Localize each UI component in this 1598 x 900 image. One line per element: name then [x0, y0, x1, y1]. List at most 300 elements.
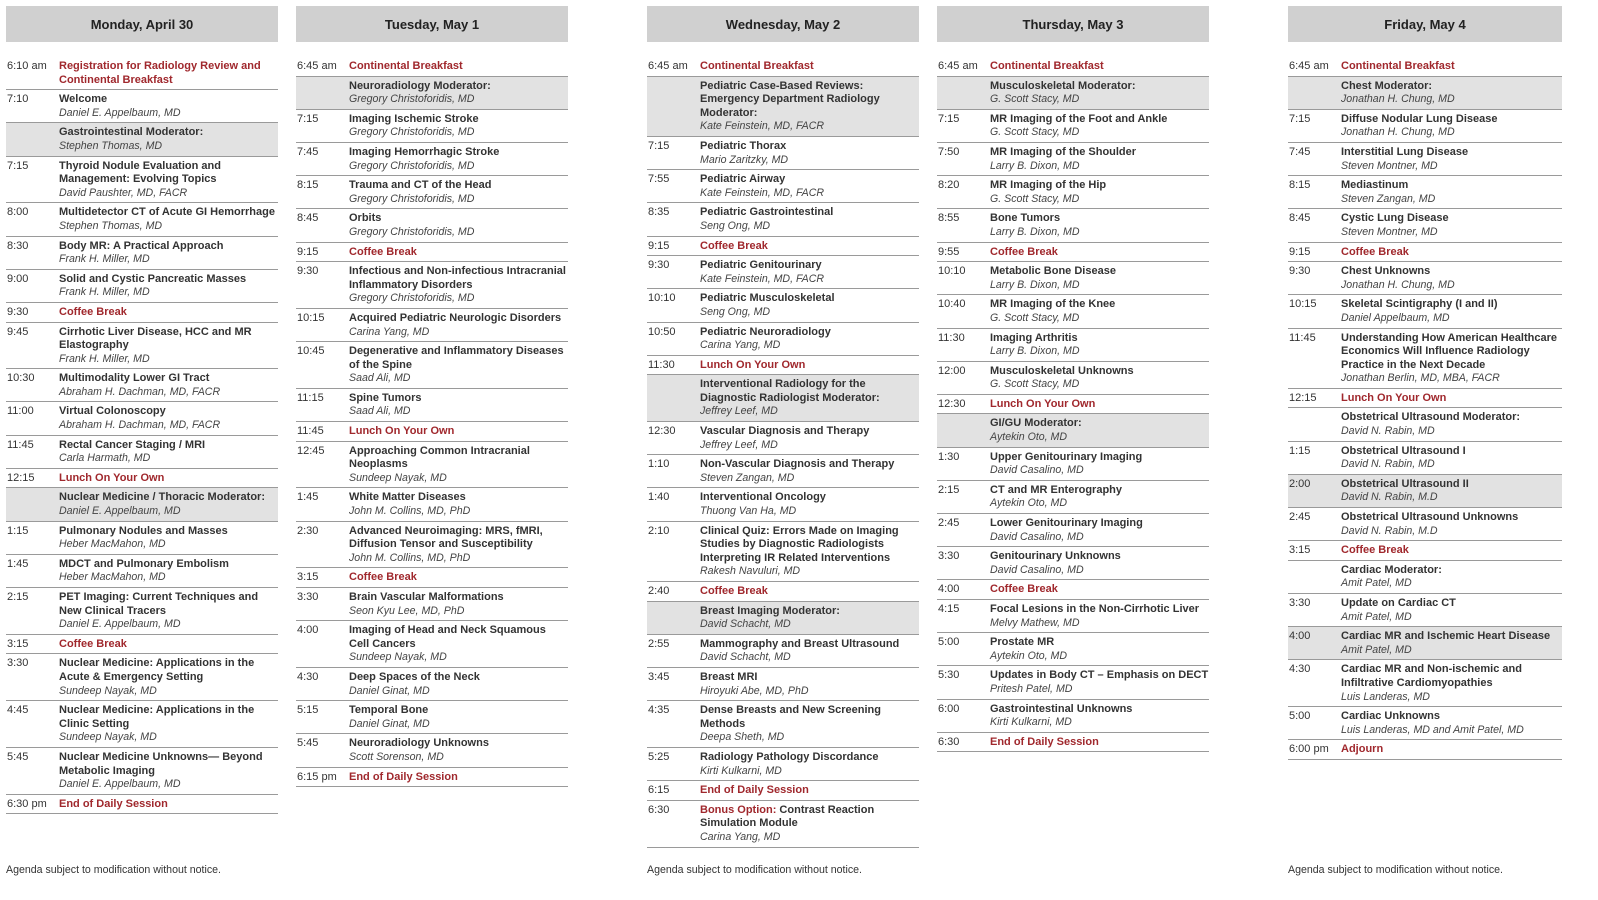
session-speaker: Daniel Ginat, MD: [349, 717, 430, 730]
session-row: [296, 442, 568, 489]
session-title-line: [1341, 710, 1562, 724]
session-title: Coffee Break: [349, 245, 417, 258]
session-title: Cardiac Unknowns: [1341, 710, 1441, 723]
session-title: Continental Breakfast: [700, 60, 814, 72]
session-title: Coffee Break: [700, 239, 768, 252]
session-time: [937, 80, 990, 107]
session-title-line: [990, 265, 1209, 279]
session-title-line: [990, 451, 1209, 465]
session-title: Breast Imaging Moderator:: [700, 604, 840, 617]
session-content: [990, 246, 1209, 260]
session-title-line: [59, 472, 278, 486]
session-content: [1341, 392, 1562, 406]
session-content: [1341, 146, 1562, 173]
session-time: 6:45 am: [1289, 60, 1329, 72]
session-title-line: [990, 517, 1209, 531]
session-content: [700, 173, 919, 200]
session-title-line: [990, 60, 1209, 74]
session-speaker: Steven Montner, MD: [1341, 159, 1438, 172]
session-time: 8:35: [648, 206, 670, 219]
session-time: 1:40: [648, 491, 670, 504]
session-speaker: Gregory Christoforidis, MD: [349, 225, 475, 238]
session-row: [647, 203, 919, 236]
session-row: [1288, 541, 1562, 561]
session-title-line: [349, 246, 568, 260]
session-title-line: [1341, 597, 1562, 611]
session-title: Cystic Lung Disease: [1341, 212, 1449, 225]
session-title: Musculoskeletal Moderator:: [990, 79, 1136, 92]
session-title: Obstetrical Ultrasound Moderator:: [1341, 411, 1521, 424]
session-content: [59, 60, 278, 87]
session-speaker: Hiroyuki Abe, MD, PhD: [700, 684, 809, 697]
session-time: [647, 80, 700, 134]
session-title-line: [349, 591, 568, 605]
session-row: [1288, 143, 1562, 176]
session-title: Temporal Bone: [349, 704, 429, 717]
session-title: Focal Lesions in the Non-Cirrhotic Liver: [990, 603, 1200, 615]
session-title: Pulmonary Nodules and Masses: [59, 524, 228, 537]
session-time: 3:30: [297, 591, 319, 603]
session-content: [59, 558, 278, 585]
session-title-line: [59, 273, 278, 287]
session-speaker: Heber MacMahon, MD: [59, 571, 166, 584]
session-speaker: Kate Feinstein, MD, FACR: [700, 186, 825, 199]
session-row: [1288, 660, 1562, 707]
session-title-line: [1341, 332, 1562, 373]
session-time: 6:45 am: [648, 60, 688, 72]
session-content: [990, 80, 1209, 107]
session-title: Infectious and Non-infectious Intracranial Inflammatory Disorders: [349, 265, 566, 291]
session-speaker: David Casalino, MD: [990, 563, 1084, 576]
session-speaker: Jeffrey Leef, MD: [700, 405, 778, 418]
session-title-line: [990, 146, 1209, 160]
session-speaker: Stephen Thomas, MD: [59, 139, 163, 152]
session-title-line: [59, 306, 278, 320]
session-time: 9:30: [648, 259, 670, 272]
session-title: Orbits: [349, 212, 382, 225]
session-content: [349, 60, 568, 74]
session-row: [296, 734, 568, 767]
day-column: [647, 6, 919, 848]
session-row: [296, 57, 568, 77]
session-time: 7:45: [297, 145, 319, 158]
session-time: 7:15: [7, 159, 29, 172]
session-title-line: [1341, 60, 1562, 74]
session-title-line: [990, 603, 1209, 617]
session-content: [990, 451, 1209, 478]
session-content: [700, 525, 919, 579]
session-title: GI/GU Moderator:: [990, 417, 1082, 430]
session-row: [296, 110, 568, 143]
session-content: [1341, 212, 1562, 239]
session-speaker: Steven Montner, MD: [1341, 225, 1438, 238]
session-title: Lower Genitourinary Imaging: [990, 517, 1143, 530]
session-title: Cardiac MR and Non-ischemic and Infiltrative Cardiomyopathies: [1341, 663, 1522, 689]
session-title: Brain Vascular Malformations: [349, 591, 504, 603]
session-speaker: Gregory Christoforidis, MD: [349, 126, 475, 139]
session-row: [937, 176, 1209, 209]
session-time: 8:15: [1289, 179, 1311, 192]
day-column: [296, 6, 568, 787]
session-row: [296, 422, 568, 442]
session-title-line: [59, 491, 278, 505]
session-title: Bone Tumors: [990, 212, 1061, 225]
session-time: 4:00: [1289, 630, 1311, 643]
session-row: [937, 362, 1209, 395]
session-time: 6:30 pm: [7, 797, 47, 810]
session-content: [1341, 478, 1562, 505]
session-title-line: [990, 636, 1209, 650]
session-title-line: [700, 784, 919, 798]
session-time: 9:30: [7, 305, 29, 318]
session-row: [647, 488, 919, 521]
session-speaker: Seng Ong, MD: [700, 305, 771, 318]
session-row: [6, 635, 278, 655]
session-title-line: [700, 259, 919, 273]
session-title: Neuroradiology Unknowns: [349, 737, 489, 750]
session-title-line: [990, 484, 1209, 498]
session-time: 11:15: [297, 391, 324, 404]
session-row: [1288, 707, 1562, 740]
session-row: [6, 157, 278, 204]
session-speaker: David N. Rabin, M.D: [1341, 491, 1438, 504]
session-title-line: [1341, 80, 1562, 94]
session-row: [647, 582, 919, 602]
session-time: [1288, 80, 1341, 107]
session-row: [647, 256, 919, 289]
session-time: 3:30: [1289, 597, 1311, 609]
session-time: 10:10: [938, 265, 966, 278]
session-title: Lunch On Your Own: [990, 397, 1096, 410]
session-row: [6, 323, 278, 370]
session-time: 4:35: [648, 704, 670, 717]
session-title-line: [349, 212, 568, 226]
session-row: [1288, 77, 1562, 110]
session-title: Coffee Break: [700, 585, 768, 597]
session-speaker: Kirti Kulkarni, MD: [700, 764, 782, 777]
session-time: 10:30: [7, 372, 35, 385]
session-content: [349, 345, 568, 386]
session-time: 4:15: [938, 603, 960, 615]
session-title-line: [700, 458, 919, 472]
session-title: Chest Moderator:: [1341, 79, 1433, 92]
session-title-line: [349, 146, 568, 160]
session-title-line: [59, 326, 278, 353]
session-speaker: Jonathan H. Chung, MD: [1341, 126, 1455, 139]
session-row: [647, 323, 919, 356]
session-title-line: [1341, 630, 1562, 644]
session-title-line: [59, 439, 278, 453]
session-speaker: Thuong Van Ha, MD: [700, 505, 797, 518]
session-time: 11:30: [648, 358, 675, 371]
session-content: [349, 525, 568, 566]
session-content: [59, 93, 278, 120]
session-row: [647, 356, 919, 376]
session-title: Registration for Radiology Review and Continental Breakfast: [59, 60, 261, 86]
session-speaker: David N. Rabin, M.D: [1341, 524, 1438, 537]
session-speaker: Daniel E. Appelbaum, MD: [59, 778, 181, 791]
session-title: Vascular Diagnosis and Therapy: [700, 425, 870, 438]
session-row: [647, 781, 919, 801]
session-row: [647, 422, 919, 455]
session-speaker: Carina Yang, MD: [700, 339, 781, 352]
session-speaker: Larry B. Dixon, MD: [990, 159, 1080, 172]
session-time: 9:55: [938, 245, 960, 258]
session-title-line: [349, 392, 568, 406]
session-speaker: Sundeep Nayak, MD: [349, 471, 447, 484]
session-row: [296, 522, 568, 569]
session-row: [647, 170, 919, 203]
session-speaker: Sundeep Nayak, MD: [59, 731, 157, 744]
session-row: [647, 635, 919, 668]
session-row: [296, 342, 568, 389]
session-speaker: Luis Landeras, MD and Amit Patel, MD: [1341, 723, 1524, 736]
session-time: 4:30: [1289, 663, 1311, 676]
session-content: [1341, 663, 1562, 704]
session-title-line: [59, 405, 278, 419]
session-time: 12:15: [1289, 391, 1317, 404]
session-time: 6:30: [938, 735, 960, 748]
session-content: [349, 491, 568, 518]
session-title: Coffee Break: [1341, 245, 1409, 258]
session-title: Continental Breakfast: [1341, 60, 1455, 72]
agenda-footnote: Agenda subject to modification without notice.: [6, 864, 221, 876]
session-title: Approaching Common Intracranial Neoplasms: [349, 444, 530, 471]
session-title-line: [990, 669, 1209, 683]
session-time: 1:10: [648, 458, 670, 471]
session-content: [349, 212, 568, 239]
session-title-line: [1341, 544, 1562, 558]
session-row: [647, 801, 919, 848]
session-row: [937, 514, 1209, 547]
session-time: 3:45: [648, 670, 670, 683]
session-title-line: [700, 751, 919, 765]
session-content: [59, 591, 278, 632]
session-title: MR Imaging of the Shoulder: [990, 145, 1137, 158]
day-column: [937, 6, 1209, 752]
session-row: [937, 110, 1209, 143]
session-title-line: [349, 265, 568, 292]
session-row: [6, 701, 278, 748]
session-speaker: Amit Patel, MD: [1341, 610, 1412, 623]
day-header: Monday, April 30: [6, 6, 278, 42]
session-row: [647, 77, 919, 137]
session-title: Nuclear Medicine: Applications in the Clinic Setting: [59, 704, 255, 730]
session-title-line: [990, 703, 1209, 717]
session-speaker: Luis Landeras, MD: [1341, 690, 1430, 703]
session-title-line: [1341, 246, 1562, 260]
session-title: Updates in Body CT – Emphasis on DECT: [990, 669, 1209, 682]
session-title: Lunch On Your Own: [700, 358, 806, 371]
session-time: 8:15: [297, 179, 319, 192]
session-title: Virtual Colonoscopy: [59, 405, 166, 418]
session-title: Radiology Pathology Discordance: [700, 750, 879, 763]
session-content: [700, 585, 919, 599]
session-title: Breast MRI: [700, 670, 758, 683]
session-title: Pediatric Airway: [700, 173, 786, 186]
session-speaker: Gregory Christoforidis, MD: [349, 292, 475, 305]
session-title: Cardiac MR and Ischemic Heart Disease: [1341, 630, 1551, 643]
session-title-line: [700, 704, 919, 731]
session-speaker: Gregory Christoforidis, MD: [349, 192, 475, 205]
session-content: [1341, 60, 1562, 74]
session-title: Nuclear Medicine / Thoracic Moderator:: [59, 491, 265, 504]
session-row: [1288, 508, 1562, 541]
session-time: 7:15: [938, 112, 960, 125]
session-speaker: Amit Patel, MD: [1341, 643, 1412, 656]
session-time: 6:45 am: [297, 60, 337, 72]
session-speaker: David Schacht, MD: [700, 618, 791, 631]
session-time: 6:15: [648, 784, 670, 797]
session-content: [349, 392, 568, 419]
session-row: [1288, 475, 1562, 508]
session-content: [1341, 80, 1562, 107]
session-row: [647, 375, 919, 422]
session-row: [6, 57, 278, 90]
session-time: 1:15: [1289, 444, 1311, 457]
session-title-line: [1341, 445, 1562, 459]
session-row: [1288, 209, 1562, 242]
session-row: [6, 270, 278, 303]
session-title-line: [59, 751, 278, 778]
session-content: [349, 246, 568, 260]
session-time: 5:45: [297, 737, 319, 750]
session-speaker: Sundeep Nayak, MD: [59, 684, 157, 697]
session-content: [349, 737, 568, 764]
session-title: Pediatric Case-Based Reviews: Emergency Department Radiology Moderator:: [700, 79, 880, 119]
session-time: [937, 417, 990, 444]
session-time: [6, 126, 59, 153]
session-time: 7:50: [938, 145, 960, 158]
session-time: 12:45: [297, 444, 325, 457]
session-row: [647, 668, 919, 701]
session-content: [349, 624, 568, 665]
session-title: Dense Breasts and New Screening Methods: [700, 704, 881, 730]
session-title: Thyroid Nodule Evaluation and Management: Evolving Topics: [59, 159, 221, 186]
session-content: [1341, 411, 1562, 438]
session-row: [647, 57, 919, 77]
session-title: Acquired Pediatric Neurologic Disorders: [349, 311, 562, 324]
session-speaker: David Schacht, MD: [700, 651, 791, 664]
session-title: Neuroradiology Moderator:: [349, 79, 491, 92]
session-title: CT and MR Enterography: [990, 483, 1123, 496]
session-title: Interstitial Lung Disease: [1341, 145, 1469, 158]
session-speaker: Aytekin Oto, MD: [990, 431, 1068, 444]
session-speaker: Kate Feinstein, MD, FACR: [700, 272, 825, 285]
session-content: [1341, 298, 1562, 325]
session-row: [296, 77, 568, 110]
session-content: [59, 126, 278, 153]
session-row: [937, 448, 1209, 481]
session-row: [6, 303, 278, 323]
session-time: 4:00: [938, 583, 960, 596]
session-time: 12:30: [938, 397, 966, 410]
session-content: [990, 146, 1209, 173]
session-title: Understanding How American Healthcare Economics Will Influence Radiology Practice in the Next Decade: [1341, 331, 1557, 371]
session-row: [937, 414, 1209, 447]
session-title-line: [59, 206, 278, 220]
session-title-line: [1341, 411, 1562, 425]
session-row: [647, 237, 919, 257]
session-time: 3:15: [1289, 544, 1311, 557]
session-content: [700, 638, 919, 665]
session-time: 8:55: [938, 212, 960, 225]
session-time: [647, 605, 700, 632]
session-title-line: [700, 605, 919, 619]
session-content: [700, 671, 919, 698]
session-title-line: [349, 445, 568, 472]
session-content: [59, 751, 278, 792]
session-row: [647, 748, 919, 781]
session-time: 10:50: [648, 325, 676, 338]
session-time: 6:45 am: [938, 60, 978, 72]
session-speaker: Pritesh Patel, MD: [990, 682, 1073, 695]
session-content: [1341, 564, 1562, 591]
session-row: [296, 389, 568, 422]
session-row: [1288, 442, 1562, 475]
session-title: Gastrointestinal Unknowns: [990, 702, 1133, 715]
session-time: 9:15: [297, 245, 319, 258]
session-title-line: [59, 638, 278, 652]
session-speaker: G. Scott Stacy, MD: [990, 126, 1080, 139]
session-title-line: [990, 398, 1209, 412]
session-row: [937, 77, 1209, 110]
session-title: Genitourinary Unknowns: [990, 550, 1121, 563]
session-time: 4:30: [297, 670, 319, 683]
session-row: [1288, 594, 1562, 627]
session-content: [700, 605, 919, 632]
session-title: Solid and Cystic Pancreatic Masses: [59, 272, 247, 285]
session-row: [937, 666, 1209, 699]
session-speaker: Stephen Thomas, MD: [59, 219, 163, 232]
session-time: 7:15: [297, 112, 319, 125]
session-time: 5:45: [7, 750, 29, 763]
session-time: 3:30: [938, 550, 960, 563]
session-row: [6, 90, 278, 123]
session-title-line: [990, 80, 1209, 94]
session-content: [59, 306, 278, 320]
session-content: [349, 671, 568, 698]
session-row: [937, 262, 1209, 295]
session-title: MDCT and Pulmonary Embolism: [59, 557, 229, 570]
session-title: Imaging of Head and Neck Squamous Cell Cancers: [349, 624, 546, 650]
session-speaker: Jonathan H. Chung, MD: [1341, 93, 1455, 106]
session-title: Lunch On Your Own: [59, 471, 165, 484]
session-row: [937, 243, 1209, 263]
session-content: [59, 405, 278, 432]
session-title-line: [349, 571, 568, 585]
session-time: 3:30: [7, 657, 29, 670]
session-content: [59, 372, 278, 399]
session-content: [1341, 332, 1562, 386]
session-title-line: [990, 212, 1209, 226]
session-speaker: Daniel E. Appelbaum, MD: [59, 505, 181, 518]
session-time: 4:45: [7, 704, 29, 717]
session-time: 1:15: [7, 524, 29, 537]
session-title-line: [1341, 743, 1562, 757]
session-title: Non-Vascular Diagnosis and Therapy: [700, 458, 895, 471]
session-row: [296, 262, 568, 309]
session-title-line: [700, 173, 919, 187]
session-speaker: Sundeep Nayak, MD: [349, 651, 447, 664]
session-speaker: Gregory Christoforidis, MD: [349, 93, 475, 106]
session-row: [1288, 740, 1562, 760]
session-title-line: [59, 657, 278, 684]
session-time: 6:10 am: [7, 60, 47, 72]
session-title-line: [990, 332, 1209, 346]
session-row: [6, 588, 278, 635]
session-title: Coffee Break: [59, 305, 127, 318]
